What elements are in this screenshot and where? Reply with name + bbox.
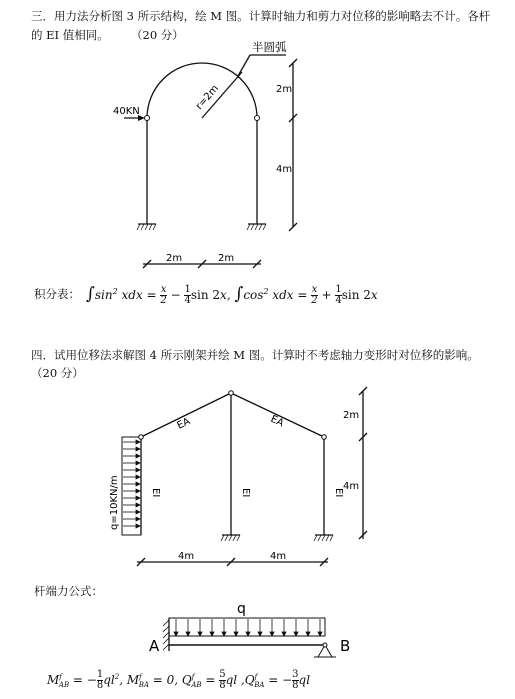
beam-load-arrowhead	[246, 632, 250, 636]
force-label: 40KN	[113, 106, 140, 117]
integral-table-label: 积分表：	[34, 287, 80, 301]
ei-right-label: EI	[333, 488, 344, 498]
problem4-statement-line2: （20 分）	[31, 366, 84, 380]
arc-label: 半圆弧	[252, 40, 287, 54]
beam-load-arrowhead	[282, 632, 286, 636]
dim-4m-vertical-4: 4m	[343, 481, 360, 492]
beam-load-arrowhead	[222, 632, 226, 636]
beam-q-label: q	[237, 601, 246, 617]
dim-2m-right: 2m	[218, 253, 235, 264]
integral-formula: $\int\sin^2$ xdx = $\frac{x}{2}$ − $\frac{1}{4}$ sin 2x, $\int\cos^2$ xdx = $\frac{x}{2}$ + $\frac{1}{4}$ sin 2x	[86, 284, 378, 306]
beam-b-label: B	[340, 637, 351, 655]
dim-4m-right-4: 4m	[270, 551, 287, 562]
problem3-score: （20 分）	[131, 28, 184, 42]
beam-load-arrowhead	[234, 632, 238, 636]
ea-right-label: EA	[268, 413, 286, 430]
ea-left-label: EA	[175, 416, 193, 432]
beam-load-arrowhead	[198, 632, 202, 636]
beam-load-arrowhead	[318, 632, 322, 636]
dim-2m-vertical: 2m	[276, 84, 293, 95]
end-force-formula-label: 杆端力公式：	[34, 584, 103, 598]
dim-4m-left-4: 4m	[178, 551, 195, 562]
beam-load-arrowhead	[270, 632, 274, 636]
problem3-statement-line1: 三．用力法分析图 3 所示结构，绘 M 图。计算时轴力和剪力对位移的影响略去不计。各杆	[31, 9, 491, 23]
dim-4m-vertical: 4m	[276, 164, 293, 175]
problem3-statement-line2: 的 EI 值相同。	[31, 28, 109, 42]
beam-a-label: A	[149, 637, 160, 655]
beam-load-arrowhead	[186, 632, 190, 636]
beam-load-arrowhead	[210, 632, 214, 636]
ei-middle-label: EI	[240, 488, 251, 498]
problem4-statement-line1: 四．试用位移法求解图 4 所示刚架并绘 M 图。计算时不考虑轴力变形时对位移的影响。	[31, 348, 479, 362]
beam-load-arrowhead	[294, 632, 298, 636]
beam-load-arrowhead	[258, 632, 262, 636]
radius-label: r=2m	[193, 83, 222, 112]
beam-load-arrowhead	[174, 632, 178, 636]
ei-left-label: EI	[150, 488, 161, 498]
dim-2m-vertical-4: 2m	[343, 410, 360, 421]
q-load-label: q=10KN/m	[109, 475, 120, 530]
end-force-formulas: $M^f_{AB}$ = − $\frac{1}{8}$ $ql^2$, $M^f_{BA} = 0$, $Q^f_{AB}$ = $\frac{5}{8}$ ql $,Q^f_{BA}$ = − $\frac{3}{8}$ ql	[47, 669, 311, 691]
dim-2m-left: 2m	[166, 253, 183, 264]
beam-load-arrowhead	[306, 632, 310, 636]
